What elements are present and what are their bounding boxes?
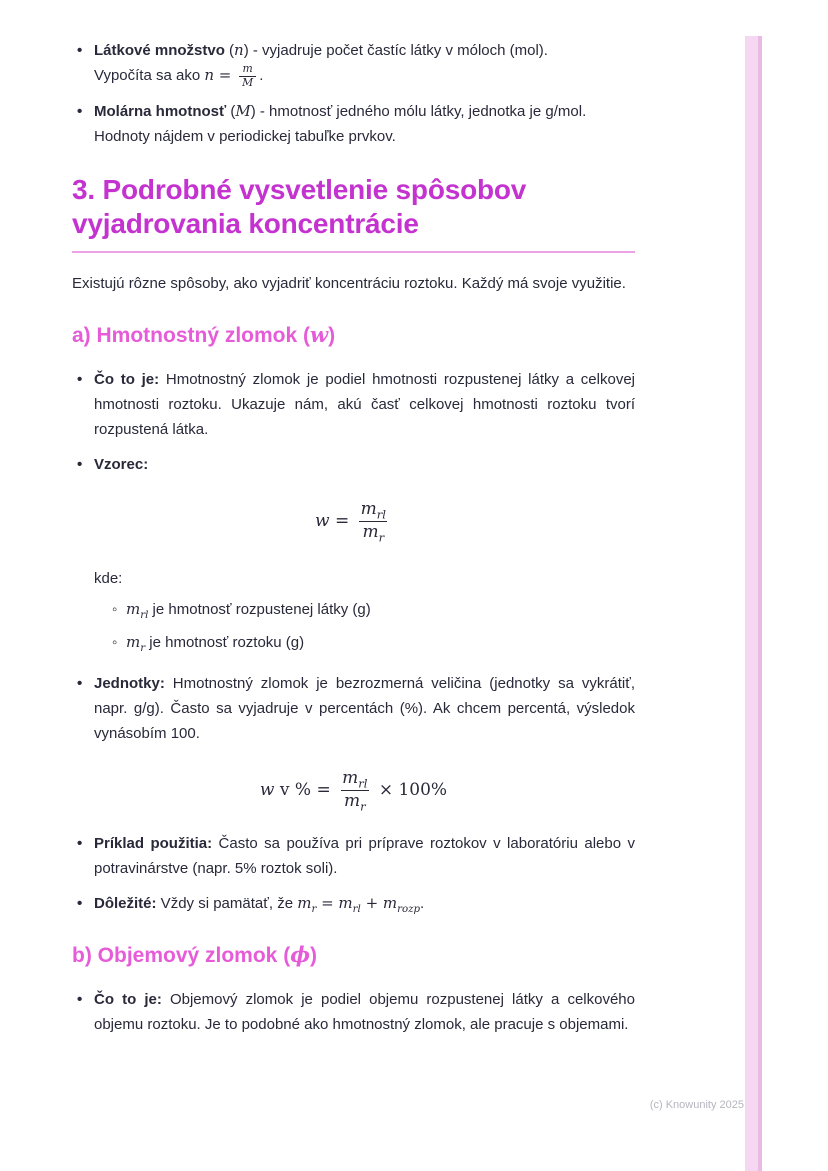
list-item: • Čo to je: Objemový zlomok je podiel objemu rozpustenej látky a celkového objemu roztoku. Je to podobné ako hmotnostný zlomok, ale pracuje s objemami. — [72, 987, 635, 1037]
list-item: • Príklad použitia: Často sa používa pri príprave roztokov v laboratóriu alebo v potravinárstve (napr. 5% roztok soli). — [72, 831, 635, 881]
footer-credit: (c) Knowunity 2025 — [649, 1099, 744, 1111]
formula-mass-fraction: w = $\frac{m_{rl}}{m_r}$ — [315, 498, 386, 545]
intro-list — [72, 38, 635, 149]
definition-block — [72, 566, 635, 655]
list-item: • Jednotky: Hmotnostný zlomok je bezrozmerná veličina (jednotky sa vykrátiť, napr. g/g). Často sa vyjadruje v percentách (%). Ak chcem percentá, výsledok vynásobím 100. — [72, 671, 635, 746]
list-item: • Vzorec: — [72, 452, 635, 477]
section-divider — [72, 251, 635, 253]
section-heading: 3. Podrobné vysvetlenie spôsobov vyjadrovania koncentrácie — [72, 173, 527, 239]
mass-fraction-list — [72, 367, 635, 477]
usage-list — [72, 831, 635, 916]
intro-paragraph: Existujú rôzne spôsoby, ako vyjadriť koncentráciu roztoku. Každý má svoje využitie. — [72, 274, 626, 292]
subsection-b-heading: b) Objemový zlomok (ϕ) — [72, 941, 317, 967]
units-list — [72, 671, 635, 746]
list-item: • Dôležité: Vždy si pamätať, že $m_r = m_{rl} + m_{rozp}$. — [72, 891, 635, 916]
definition-list — [106, 597, 635, 655]
list-item: • Čo to je: Hmotnostný zlomok je podiel hmotnosti rozpustenej látky a celkovej hmotnosti roztoku. Ukazuje nám, akú časť celkovej hmotnosti roztoku tvorí rozpustená látka. — [72, 367, 635, 442]
page-edge-stripe — [745, 36, 762, 1171]
document-content — [72, 38, 635, 1037]
list-item: ◦ $m_r$ je hmotnosť roztoku (g) — [106, 630, 635, 655]
list-item: • Látkové množstvo (n) - vyjadruje počet častíc látky v móloch (mol). Vypočíta sa ako n = $\frac{m}{M}$ . — [72, 38, 635, 89]
list-item: ◦ $m_{rl}$ je hmotnosť rozpustenej látky (g) — [106, 597, 635, 622]
list-item: • Molárna hmotnosť (M) - hmotnosť jedného mólu látky, jednotka je g/mol. Hodnoty nájdem v periodickej tabuľke prvkov. — [72, 99, 635, 149]
subsection-a-heading: a) Hmotnostný zlomok (w) — [72, 321, 336, 347]
formula-mass-fraction-percent: w v % = $\frac{m_{rl}}{m_r}$ × 100% — [259, 767, 448, 814]
kde-label: kde: — [94, 569, 123, 587]
volume-fraction-list — [72, 987, 635, 1037]
